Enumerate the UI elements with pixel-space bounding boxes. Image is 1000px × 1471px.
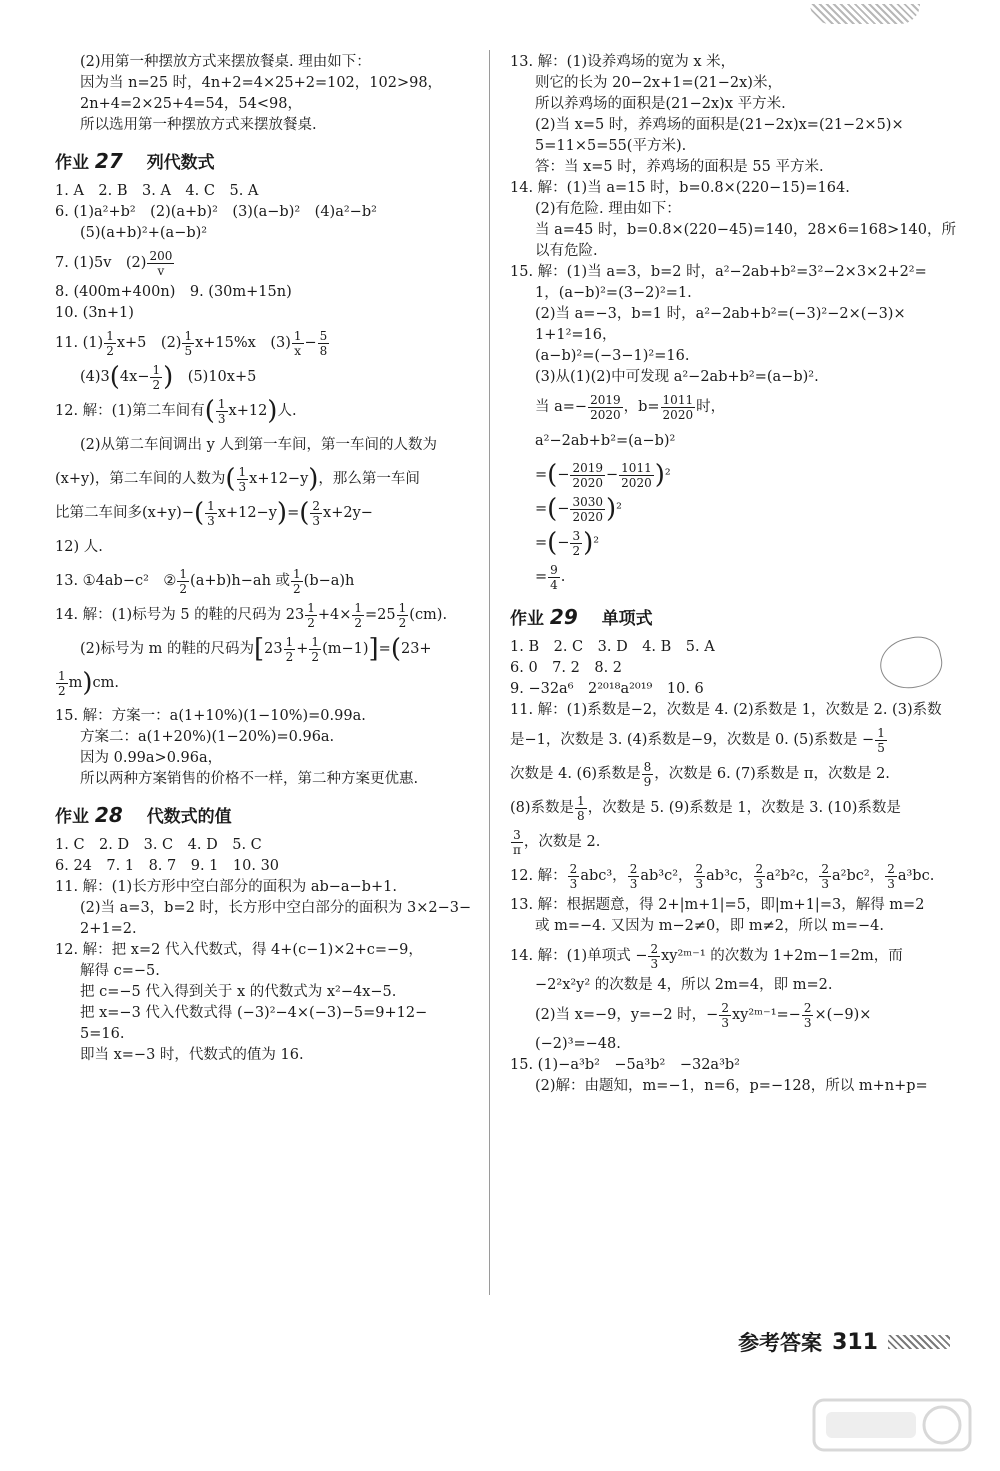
- numerator: 1: [293, 328, 302, 343]
- fraction: [216, 397, 228, 426]
- paren: ): [276, 498, 288, 528]
- section-number: 29: [549, 605, 578, 629]
- section-number: 28: [94, 803, 123, 827]
- paren: ): [583, 528, 594, 558]
- numerator: 2: [721, 1000, 729, 1015]
- text: ab³c，: [706, 868, 753, 884]
- answer-line: 把 x=−3 代入代数式得 (−3)²−4×(−3)−5=9+12−: [80, 1005, 428, 1021]
- denominator: 2: [398, 615, 407, 630]
- fraction: [819, 862, 831, 891]
- paren: ): [267, 396, 278, 426]
- section-label: 作业: [55, 807, 89, 827]
- decorative-header-band: [810, 4, 920, 24]
- answer-line: (a−b)²=(−3−1)²=16.: [535, 348, 690, 364]
- answer-line: (5)(a+b)²+(a−b)²: [80, 225, 208, 241]
- fraction: [575, 794, 587, 823]
- text: (5)10x+5: [187, 369, 257, 385]
- paren: ): [606, 494, 617, 524]
- answer-line: [55, 362, 470, 392]
- fraction: [309, 635, 321, 664]
- answer-line: 13. 解：(1)设养鸡场的宽为 x 米，: [510, 54, 736, 70]
- section-heading-29: [510, 604, 940, 629]
- text: =: [535, 569, 548, 585]
- text: a³bc.: [897, 868, 935, 884]
- numerator: 1: [285, 634, 294, 649]
- answer-line: a²−2ab+b²=(a−b)²: [535, 433, 676, 449]
- fraction: [150, 363, 162, 392]
- denominator: 3: [803, 1015, 812, 1030]
- denominator: 8: [577, 808, 585, 823]
- paren: ): [654, 460, 665, 490]
- answer-line: 以有危险.: [535, 243, 598, 259]
- denominator: 2: [58, 683, 66, 698]
- text: 11. (1): [55, 335, 104, 351]
- denominator: 3: [569, 876, 578, 891]
- denominator: 2: [152, 377, 161, 392]
- text: 4x−: [119, 369, 150, 385]
- text: =: [535, 501, 548, 517]
- denominator: 2: [285, 649, 294, 664]
- numerator: 2019: [590, 392, 621, 407]
- text: ab³c²，: [640, 868, 693, 884]
- numerator: 2: [569, 861, 578, 876]
- right-column: [510, 52, 956, 1097]
- answer-line: 1. C 2. D 3. C 4. D 5. C: [55, 837, 262, 853]
- paren: (: [390, 634, 401, 664]
- answer-line: 解得 c=−5.: [80, 963, 160, 979]
- denominator: 3: [207, 513, 215, 528]
- denominator: 2: [311, 649, 320, 664]
- text: −: [557, 501, 570, 517]
- text: cm.: [92, 675, 120, 691]
- answer-line: [510, 827, 940, 857]
- text: +4×: [317, 607, 352, 623]
- answer-line: [55, 248, 470, 278]
- intro-line: 因为当 n=25 时，4n+2=4×25+2=102，102>98，: [80, 75, 443, 91]
- paren: (: [109, 362, 120, 392]
- paren: (: [193, 498, 205, 528]
- answer-line: 15. 解：方案一：a(1+10%)(1−10%)=0.99a.: [55, 708, 366, 724]
- numerator: 1: [217, 396, 226, 411]
- numerator: 1: [207, 498, 215, 513]
- denominator: 2020: [572, 509, 604, 524]
- text: 当 a=−: [535, 399, 588, 415]
- numerator: 1: [152, 362, 161, 377]
- text: ×(−9)×: [814, 1007, 872, 1023]
- numerator: 3030: [572, 494, 604, 509]
- text: (cm).: [409, 607, 448, 623]
- text: 23+: [400, 641, 432, 657]
- section-label: 作业: [55, 153, 89, 173]
- fraction: [291, 567, 303, 596]
- numerator: 1: [58, 668, 66, 683]
- text: 14. 解：(1)标号为 5 的鞋的尺码为 23: [55, 607, 305, 623]
- answer-line: 2+1=2.: [80, 921, 137, 937]
- text: =: [378, 641, 391, 657]
- fraction: [397, 601, 409, 630]
- fraction: [619, 461, 654, 490]
- fraction: [885, 862, 897, 891]
- answer-line: (2)解：由题知，m=−1，n=6，p=−128，所以 m+n+p=: [535, 1078, 928, 1094]
- numerator: 2: [803, 1000, 812, 1015]
- numerator: 5: [319, 328, 328, 343]
- denominator: 5: [877, 740, 885, 755]
- answer-line: 9. −32a⁶ 2²⁰¹⁸a²⁰¹⁹ 10. 6: [510, 681, 704, 697]
- numerator: 2: [821, 861, 829, 876]
- paren: (: [299, 498, 310, 528]
- answer-line: [55, 600, 470, 630]
- answer-line: 6. 24 7. 1 8. 7 9. 1 10. 30: [55, 858, 280, 874]
- answer-line: (2)当 a=−3，b=1 时，a²−2ab+b²=(−3)²−2×(−3)×: [535, 306, 906, 322]
- text: ，次数是 5. (9)系数是 1，次数是 3. (10)系数是: [587, 800, 901, 816]
- text: 13. ①4ab−c² ②: [55, 573, 177, 589]
- answer-line: [510, 941, 940, 971]
- section-heading-28: [55, 802, 470, 827]
- text: xy²ᵐ⁻¹ 的次数为 1+2m−1=2m，而: [661, 948, 903, 964]
- answer-line: 12. 解：把 x=2 代入代数式，得 4+(c−1)×2+c=−9，: [55, 942, 423, 958]
- text: 12. 解：(1)第二车间有: [55, 403, 205, 419]
- answer-line: [55, 498, 470, 528]
- fraction: [292, 329, 304, 358]
- denominator: 3: [887, 876, 895, 891]
- text: ²: [616, 501, 622, 517]
- text: 14. 解：(1)单项式 −: [510, 948, 648, 964]
- numerator: 1011: [662, 392, 694, 407]
- text: −: [304, 335, 317, 351]
- denominator: 3: [721, 1015, 729, 1030]
- numerator: 1011: [621, 460, 652, 475]
- text: (2)当 x=−9，y=−2 时，−: [535, 1007, 719, 1023]
- answer-line: [510, 528, 940, 558]
- numerator: 1: [311, 634, 320, 649]
- answer-line: 所以两种方案销售的价格不一样，第二种方案更优惠.: [80, 771, 419, 787]
- intro-line: (2)用第一种摆放方式来摆放餐桌. 理由如下：: [80, 54, 371, 70]
- text: (a+b)h−ah 或: [190, 573, 291, 589]
- text: 次数是 4. (6)系数是: [510, 766, 641, 782]
- fraction: [237, 465, 249, 494]
- fraction: [177, 567, 189, 596]
- numerator: 1: [577, 793, 585, 808]
- fraction: [310, 499, 322, 528]
- answer-line: 5=11×5=55(平方米).: [535, 138, 687, 154]
- paren: ): [82, 668, 93, 698]
- paren: (: [547, 460, 558, 490]
- watermark-logo: [812, 1398, 972, 1452]
- answer-line: 5=16.: [80, 1026, 125, 1042]
- text: =: [535, 467, 548, 483]
- fraction: [56, 669, 68, 698]
- answer-line: 1，(a−b)²=(3−2)²=1.: [535, 285, 692, 301]
- answer-line: 6. (1)a²+b² (2)(a+b)² (3)(a−b)² (4)a²−b²: [55, 204, 377, 220]
- bracket: ]: [368, 634, 379, 664]
- answer-line: 答：当 x=5 时，养鸡场的面积是 55 平方米.: [535, 159, 824, 175]
- text: ，次数是 6. (7)系数是 π，次数是 2.: [654, 766, 890, 782]
- text: m: [68, 675, 83, 691]
- fraction: [352, 601, 364, 630]
- fraction: [511, 828, 523, 857]
- denominator: 8: [319, 343, 328, 358]
- answer-line: 因为 0.99a>0.96a，: [80, 750, 223, 766]
- denominator: 3: [238, 479, 247, 494]
- denominator: 3: [629, 876, 638, 891]
- answer-line: 所以养鸡场的面积是(21−2x)x 平方米.: [535, 96, 786, 112]
- answer-line: [55, 634, 470, 664]
- answer-line: [510, 460, 940, 490]
- left-column: [55, 52, 470, 1066]
- fraction: [875, 726, 887, 755]
- page-number: 311: [832, 1329, 878, 1355]
- denominator: v: [157, 263, 165, 278]
- text: (8)系数是: [510, 800, 575, 816]
- denominator: 2020: [572, 475, 604, 490]
- text: 23: [264, 641, 283, 657]
- denominator: 2: [354, 615, 363, 630]
- text: a²bc²，: [832, 868, 885, 884]
- answer-line: [510, 562, 940, 592]
- bracket: [: [254, 634, 265, 664]
- answer-line: [55, 464, 470, 494]
- text: −: [557, 535, 570, 551]
- paren: ): [163, 362, 174, 392]
- text: ²: [593, 535, 600, 551]
- answer-line: (−2)³=−48.: [535, 1036, 621, 1052]
- text: (b−a)h: [303, 573, 355, 589]
- answer-line: 6. 0 7. 2 8. 2: [510, 660, 623, 676]
- answer-line: (2)当 x=5 时，养鸡场的面积是(21−2x)x=(21−2×5)×: [535, 117, 904, 133]
- denominator: 2020: [621, 475, 652, 490]
- numerator: 1: [398, 600, 407, 615]
- numerator: 2: [887, 861, 895, 876]
- denominator: x: [294, 343, 302, 358]
- fraction: [628, 862, 640, 891]
- column-divider: [489, 50, 490, 1295]
- numerator: 1: [184, 328, 193, 343]
- numerator: 2019: [572, 460, 604, 475]
- text: (x+y)，第二车间的人数为: [55, 471, 226, 487]
- answer-line: [510, 725, 940, 755]
- text: ，次数是 2.: [523, 834, 601, 850]
- section-title: 代数式的值: [146, 807, 232, 827]
- text: x+2y−: [323, 505, 373, 521]
- text: x+12−y: [249, 471, 309, 487]
- fraction: [182, 329, 194, 358]
- numerator: 2: [629, 861, 638, 876]
- numerator: 9: [550, 562, 558, 577]
- answer-line: [55, 566, 470, 596]
- numerator: 2: [312, 498, 321, 513]
- denominator: 2: [293, 581, 301, 596]
- footer-label: 参考答案: [738, 1331, 823, 1355]
- paren: (: [547, 528, 558, 558]
- answer-line: (2)当 a=3，b=2 时，长方形中空白部分的面积为 3×2−3−: [80, 900, 472, 916]
- denominator: 3: [312, 513, 321, 528]
- text: x+15%x (3): [195, 335, 291, 351]
- answer-line: [510, 861, 940, 891]
- fraction: [205, 499, 217, 528]
- answer-line: [55, 328, 470, 358]
- fraction: [648, 942, 660, 971]
- denominator: 2: [307, 615, 315, 630]
- answer-line: (2)有危险. 理由如下：: [535, 201, 681, 217]
- denominator: 3: [821, 876, 829, 891]
- decorative-hatch: [888, 1335, 950, 1349]
- text: 人.: [277, 403, 297, 419]
- intro-line: 所以选用第一种摆放方式来摆放餐桌.: [80, 117, 317, 133]
- denominator: π: [513, 842, 521, 857]
- answer-line: −2²x²y² 的次数是 4，所以 2m=4，即 m=2.: [535, 977, 833, 993]
- answer-line: 1. B 2. C 3. D 4. B 5. A: [510, 639, 715, 655]
- fraction: [548, 563, 560, 592]
- answer-line: 11. 解：(1)系数是−2，次数是 4. (2)系数是 1，次数是 2. (3)系数: [510, 702, 942, 718]
- denominator: 4: [550, 577, 558, 592]
- page-footer: [738, 1327, 950, 1357]
- fraction: [568, 862, 580, 891]
- answer-line: 12) 人.: [55, 539, 103, 555]
- paren: (: [547, 494, 558, 524]
- text: +: [296, 641, 309, 657]
- paren: (: [204, 396, 215, 426]
- fraction: [570, 495, 605, 524]
- text: abc³，: [580, 868, 627, 884]
- denominator: 9: [643, 774, 652, 789]
- text: xy²ᵐ⁻¹=−: [731, 1007, 801, 1023]
- fraction: [284, 635, 296, 664]
- numerator: 200: [149, 248, 173, 263]
- answer-line: 1. A 2. B 3. A 4. C 5. A: [55, 183, 259, 199]
- numerator: 3: [572, 528, 581, 543]
- text: 比第二车间多(x+y)−: [55, 505, 194, 521]
- section-title: 单项式: [601, 609, 653, 629]
- numerator: 8: [643, 759, 652, 774]
- text: (2)标号为 m 的鞋的尺码为: [80, 641, 255, 657]
- text: a²b²c，: [766, 868, 819, 884]
- numerator: 1: [293, 566, 301, 581]
- denominator: 2020: [662, 407, 694, 422]
- fraction: [147, 249, 174, 278]
- fraction: [570, 529, 582, 558]
- intro-line: 2n+4=2×25+4=54，54<98，: [80, 96, 302, 112]
- denominator: 3: [695, 876, 704, 891]
- denominator: 3: [755, 876, 764, 891]
- fraction: [642, 760, 654, 789]
- answer-line: 10. (3n+1): [55, 305, 134, 321]
- text: (4)3: [80, 369, 110, 385]
- numerator: 1: [238, 464, 247, 479]
- denominator: 5: [184, 343, 193, 358]
- denominator: 3: [217, 411, 226, 426]
- answer-line: 15. 解：(1)当 a=3，b=2 时，a²−2ab+b²=3²−2×3×2+2²=: [510, 264, 927, 280]
- fraction: [719, 1001, 731, 1030]
- numerator: 1: [179, 566, 188, 581]
- text: x+5 (2): [116, 335, 182, 351]
- answer-line: 即当 x=−3 时，代数式的值为 16.: [80, 1047, 304, 1063]
- denominator: 2: [106, 343, 114, 358]
- numerator: 2: [695, 861, 704, 876]
- fraction: [104, 329, 116, 358]
- numerator: 2: [755, 861, 764, 876]
- answer-line: [55, 396, 470, 426]
- fraction: [694, 862, 706, 891]
- answer-line: [510, 793, 940, 823]
- answer-line: 或 m=−4. 又因为 m−2≠0，即 m≠2，所以 m=−4.: [535, 918, 884, 934]
- text: ，b=: [623, 399, 660, 415]
- text: ，那么第一车间: [318, 471, 420, 487]
- text: =: [287, 505, 300, 521]
- answer-line: 15. (1)−a³b² −5a³b² −32a³b²: [510, 1057, 740, 1073]
- answer-line: 11. 解：(1)长方形中空白部分的面积为 ab−a−b+1.: [55, 879, 397, 895]
- text: .: [560, 569, 566, 585]
- text: =25: [365, 607, 396, 623]
- fraction: [570, 461, 605, 490]
- numerator: 1: [354, 600, 363, 615]
- answer-line: (2)从第二车间调出 y 人到第一车间，第一车间的人数为: [80, 437, 437, 453]
- paren: ): [308, 464, 319, 494]
- text: (m−1): [322, 641, 369, 657]
- fraction: [305, 601, 317, 630]
- text: −: [557, 467, 570, 483]
- answer-line: [510, 392, 940, 422]
- answer-line: 把 c=−5 代入得到关于 x 的代数式为 x²−4x−5.: [80, 984, 397, 1000]
- answer-line: [55, 668, 470, 698]
- fraction: [661, 393, 696, 422]
- text: 是−1，次数是 3. (4)系数是−9，次数是 0. (5)系数是 −: [510, 732, 875, 748]
- numerator: 3: [511, 828, 523, 843]
- fraction: [318, 329, 330, 358]
- text: ²: [664, 467, 671, 483]
- answer-line: [510, 1000, 940, 1030]
- text: 7. (1)5v (2): [55, 255, 147, 271]
- answer-line: 方案二：a(1+20%)(1−20%)=0.96a.: [80, 729, 335, 745]
- text: −: [606, 467, 619, 483]
- answer-line: 则它的长为 20−2x+1=(21−2x)米，: [535, 75, 782, 91]
- denominator: 2020: [590, 407, 621, 422]
- text: 12. 解：: [510, 868, 567, 884]
- fraction: [588, 393, 623, 422]
- answer-line: 14. 解：(1)当 a=15 时，b=0.8×(220−15)=164.: [510, 180, 850, 196]
- answer-line: 当 a=45 时，b=0.8×(220−45)=140，28×6=168>140，所: [535, 222, 956, 238]
- fraction: [802, 1001, 814, 1030]
- section-number: 27: [94, 149, 123, 173]
- fraction: [754, 862, 766, 891]
- text: 时，: [696, 399, 726, 415]
- answer-line: [510, 759, 940, 789]
- denominator: 2: [179, 581, 188, 596]
- text: x+12−y: [217, 505, 277, 521]
- answer-line: 8. (400m+400n) 9. (30m+15n): [55, 284, 292, 300]
- text: =: [535, 535, 548, 551]
- section-title: 列代数式: [146, 153, 215, 173]
- answer-line: [510, 494, 940, 524]
- denominator: 2: [572, 543, 581, 558]
- answer-line: 1+1²=16，: [535, 327, 617, 343]
- paren: (: [225, 464, 236, 494]
- answer-line: (3)从(1)(2)中可发现 a²−2ab+b²=(a−b)².: [535, 369, 819, 385]
- section-heading-27: [55, 148, 470, 173]
- denominator: 3: [650, 956, 659, 971]
- numerator: 2: [650, 941, 659, 956]
- numerator: 1: [307, 600, 315, 615]
- answer-line: 13. 解：根据题意，得 2+|m+1|=5，即|m+1|=3，解得 m=2: [510, 897, 925, 913]
- numerator: 1: [106, 328, 114, 343]
- numerator: 1: [877, 725, 885, 740]
- section-label: 作业: [510, 609, 544, 629]
- text: x+12: [228, 403, 268, 419]
